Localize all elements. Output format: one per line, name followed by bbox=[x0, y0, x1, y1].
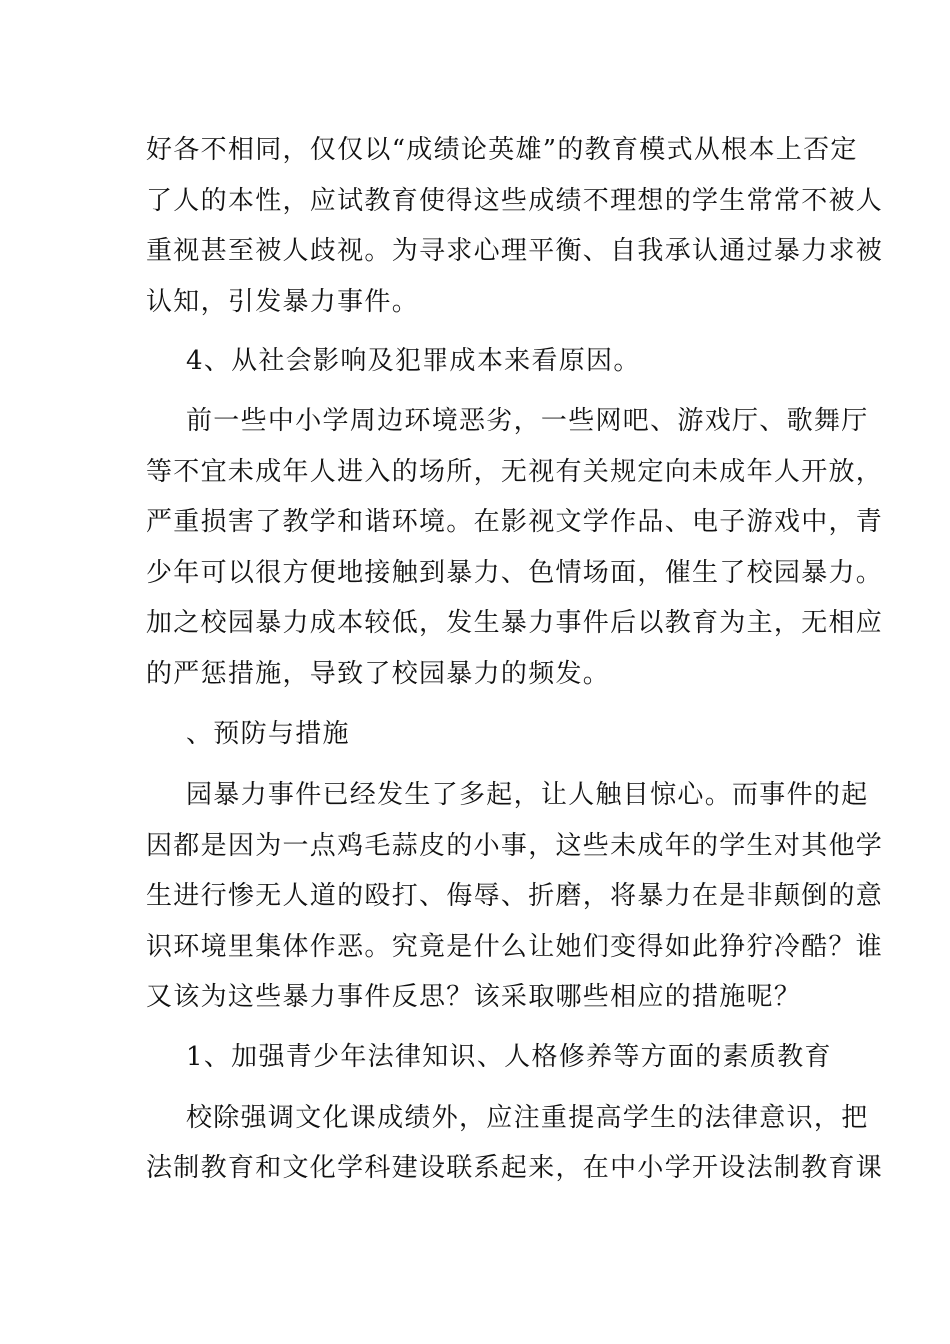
paragraph-line: 等不宜未成年人进入的场所，无视有关规定向未成年人开放， bbox=[146, 457, 884, 487]
paragraph-line: 法制教育和文化学科建设联系起来，在中小学开设法制教育课 bbox=[146, 1153, 884, 1183]
paragraph-line: 因都是因为一点鸡毛蒜皮的小事，这些未成年的学生对其他学 bbox=[146, 831, 884, 861]
section-heading: 1、加强青少年法律知识、人格修养等方面的素质教育 bbox=[186, 1042, 832, 1072]
paragraph-line: 了人的本性，应试教育使得这些成绩不理想的学生常常不被人 bbox=[146, 186, 884, 216]
paragraph-line: 前一些中小学周边环境恶劣，一些网吧、游戏厅、歌舞厅 bbox=[186, 406, 869, 436]
paragraph-line: 加之校园暴力成本较低，发生暴力事件后以教育为主，无相应 bbox=[146, 608, 884, 638]
paragraph-line: 好各不相同，仅仅以“成绩论英雄”的教育模式从根本上否定 bbox=[146, 135, 858, 165]
section-heading: 4、从社会影响及犯罪成本来看原因。 bbox=[186, 346, 641, 376]
paragraph-line: 又该为这些暴力事件反思？该采取哪些相应的措施呢？ bbox=[146, 982, 802, 1012]
section-heading: 、预防与措施 bbox=[186, 719, 350, 749]
paragraph-line: 校除强调文化课成绩外，应注重提高学生的法律意识，把 bbox=[186, 1103, 869, 1133]
paragraph-line: 认知，引发暴力事件。 bbox=[146, 287, 420, 317]
paragraph-line: 的严惩措施，导致了校园暴力的频发。 bbox=[146, 659, 611, 689]
paragraph-line: 生进行惨无人道的殴打、侮辱、折磨，将暴力在是非颠倒的意 bbox=[146, 881, 884, 911]
paragraph-line: 园暴力事件已经发生了多起，让人触目惊心。而事件的起 bbox=[186, 780, 869, 810]
paragraph-line: 严重损害了教学和谐环境。在影视文学作品、电子游戏中，青 bbox=[146, 507, 884, 537]
paragraph-line: 重视甚至被人歧视。为寻求心理平衡、自我承认通过暴力求被 bbox=[146, 236, 884, 266]
paragraph-line: 少年可以很方便地接触到暴力、色情场面，催生了校园暴力。 bbox=[146, 558, 884, 588]
paragraph-line: 识环境里集体作恶。究竟是什么让她们变得如此狰狞冷酷？谁 bbox=[146, 932, 884, 962]
